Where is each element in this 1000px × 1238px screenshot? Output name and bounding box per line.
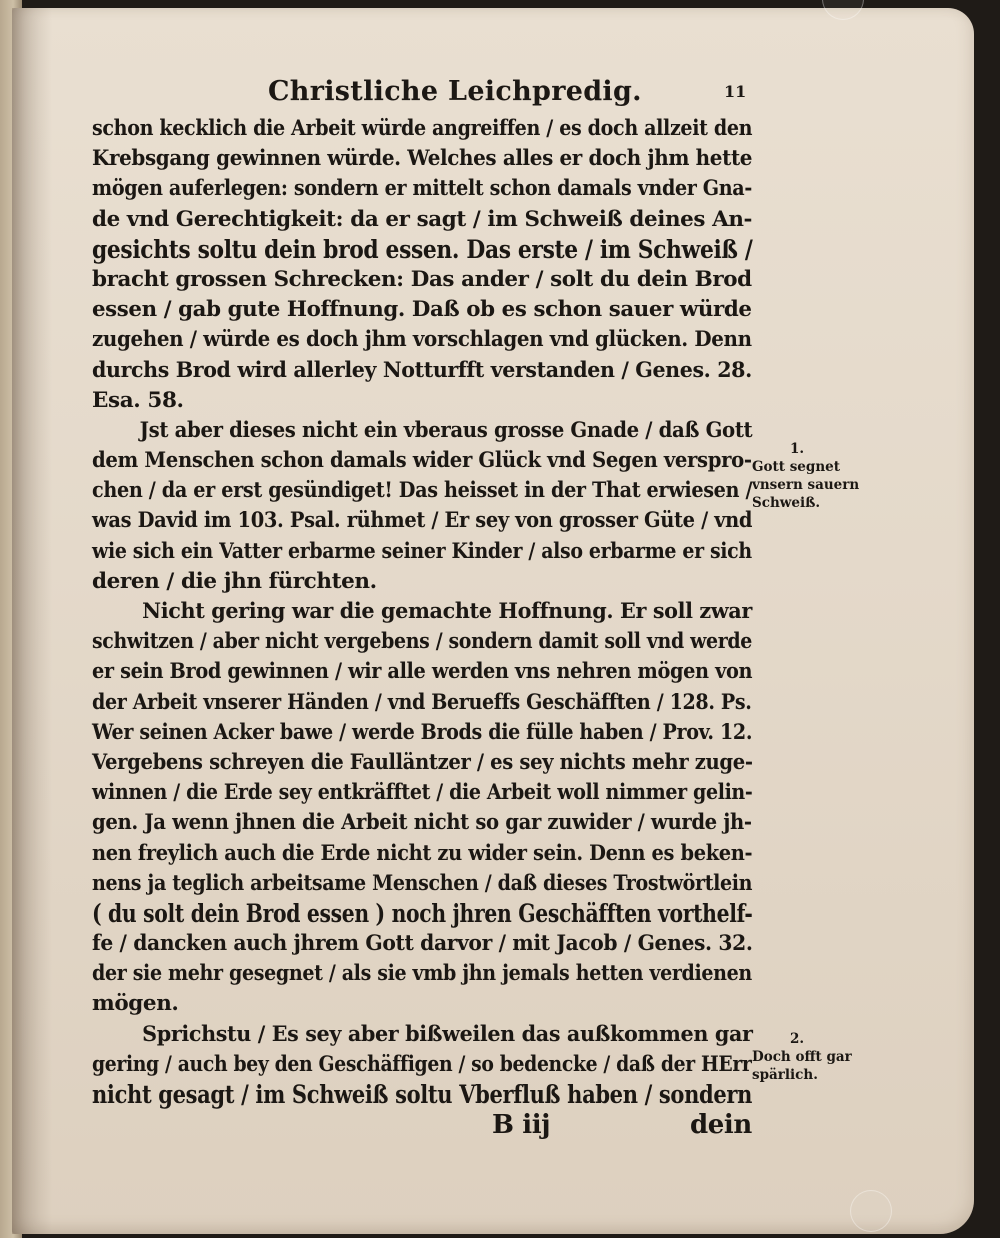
- marginal-note-2: [752, 1030, 852, 1084]
- text-line: gering / auch bey den Geschäffigen / so bedencke / daß der HErr: [92, 1051, 752, 1077]
- text-line: gesichts soltu dein brod essen. Das erste / im Schweiß /: [92, 234, 753, 264]
- marginal-line: Schweiß.: [752, 495, 821, 511]
- text-line: Krebsgang gewinnen würde. Welches alles er doch jhm hette: [92, 146, 753, 172]
- running-title: Christliche Leichpredig.: [268, 76, 642, 107]
- paragraph-start: Nicht gering war die gemachte Hoffnung. Er soll zwar: [142, 599, 752, 624]
- text-line: mögen.: [92, 991, 179, 1017]
- footer-line: [92, 1110, 752, 1140]
- text-line: chen / da er erst gesündiget! Das heisset in der That erwiesen /: [92, 478, 753, 504]
- text-line: durchs Brod wird allerley Notturfft verstanden / Genes. 28.: [92, 357, 752, 383]
- text-line: schwitzen / aber nicht vergebens / sondern damit soll vnd werde: [92, 629, 752, 655]
- catchword: dein: [690, 1110, 752, 1141]
- text-line: Vergebens schreyen die Faulläntzer / es sey nichts mehr zuge-: [92, 749, 753, 775]
- gutter-shadow: [12, 8, 52, 1234]
- text-line: winnen / die Erde sey entkräfftet / die Arbeit woll nimmer gelin-: [92, 780, 753, 806]
- text-line: bracht grossen Schrecken: Das ander / solt du dein Brod: [92, 266, 752, 292]
- text-line: was David im 103. Psal. rühmet / Er sey von grosser Güte / vnd: [92, 508, 753, 534]
- text-line: fe / dancken auch jhrem Gott darvor / mit Jacob / Genes. 32.: [92, 931, 753, 957]
- text-line: essen / gab gute Hoffnung. Daß ob es schon sauer würde: [92, 297, 752, 323]
- text-line: dem Menschen schon damals wider Glück vnd Segen verspro-: [92, 448, 752, 474]
- marginal-line: vnsern sauern: [752, 477, 860, 493]
- text-line: mögen auferlegen: sondern er mittelt schon damals vnder Gna-: [92, 176, 752, 202]
- text-line: der Arbeit vnserer Händen / vnd Berueffs Geschäfften / 128. Ps.: [92, 689, 752, 715]
- text-line: Esa. 58.: [92, 387, 184, 413]
- page-header: [268, 76, 642, 107]
- text-line: de vnd Gerechtigkeit: da er sagt / im Schweiß deines An-: [92, 206, 753, 232]
- body-text: [92, 114, 752, 1140]
- paragraph-start: Jst aber dieses nicht ein vberaus grosse Gnade / daß Gott: [139, 417, 753, 443]
- text-line: er sein Brod gewinnen / wir alle werden vns nehren mögen von: [92, 659, 753, 685]
- text-line: der sie mehr gesegnet / als sie vmb jhn jemals hetten verdienen: [92, 961, 752, 987]
- marginal-note-1: [752, 440, 859, 512]
- text-line: wie sich ein Vatter erbarme seiner Kinder / also erbarme er sich: [92, 538, 752, 564]
- text-line: nens ja teglich arbeitsame Menschen / daß dieses Trostwörtlein: [92, 870, 753, 896]
- text-line: nen freylich auch die Erde nicht zu wider sein. Denn es beken-: [92, 840, 753, 866]
- marginal-number: 2.: [790, 1031, 805, 1047]
- marginal-line: Doch offt gar: [752, 1049, 852, 1065]
- text-line: gen. Ja wenn jhnen die Arbeit nicht so gar zuwider / wurde jh-: [92, 810, 752, 836]
- text-line: schon kecklich die Arbeit würde angreiffen / es doch allzeit den: [92, 116, 753, 141]
- marginal-number: 1.: [790, 441, 805, 457]
- text-line: nicht gesagt / im Schweiß soltu Vberfluß haben / sondern: [92, 1080, 753, 1109]
- marginal-line: Gott segnet: [752, 459, 840, 475]
- text-line: Wer seinen Acker bawe / werde Brods die fülle haben / Prov. 12.: [92, 719, 753, 745]
- text-line: zugehen / würde es doch jhm vorschlagen vnd glücken. Denn: [92, 327, 752, 353]
- paragraph-start: Sprichstu / Es sey aber bißweilen das außkommen gar: [142, 1021, 753, 1047]
- text-line: deren / die jhn fürchten.: [92, 568, 377, 594]
- text-line: ( du solt dein Brod essen ) noch jhren Geschäfften vorthelf-: [92, 898, 753, 928]
- signature-mark: B iij: [492, 1110, 551, 1141]
- page-clip-bottom: [850, 1190, 892, 1232]
- marginal-line: spärlich.: [752, 1067, 818, 1083]
- page-number: 11: [724, 82, 747, 101]
